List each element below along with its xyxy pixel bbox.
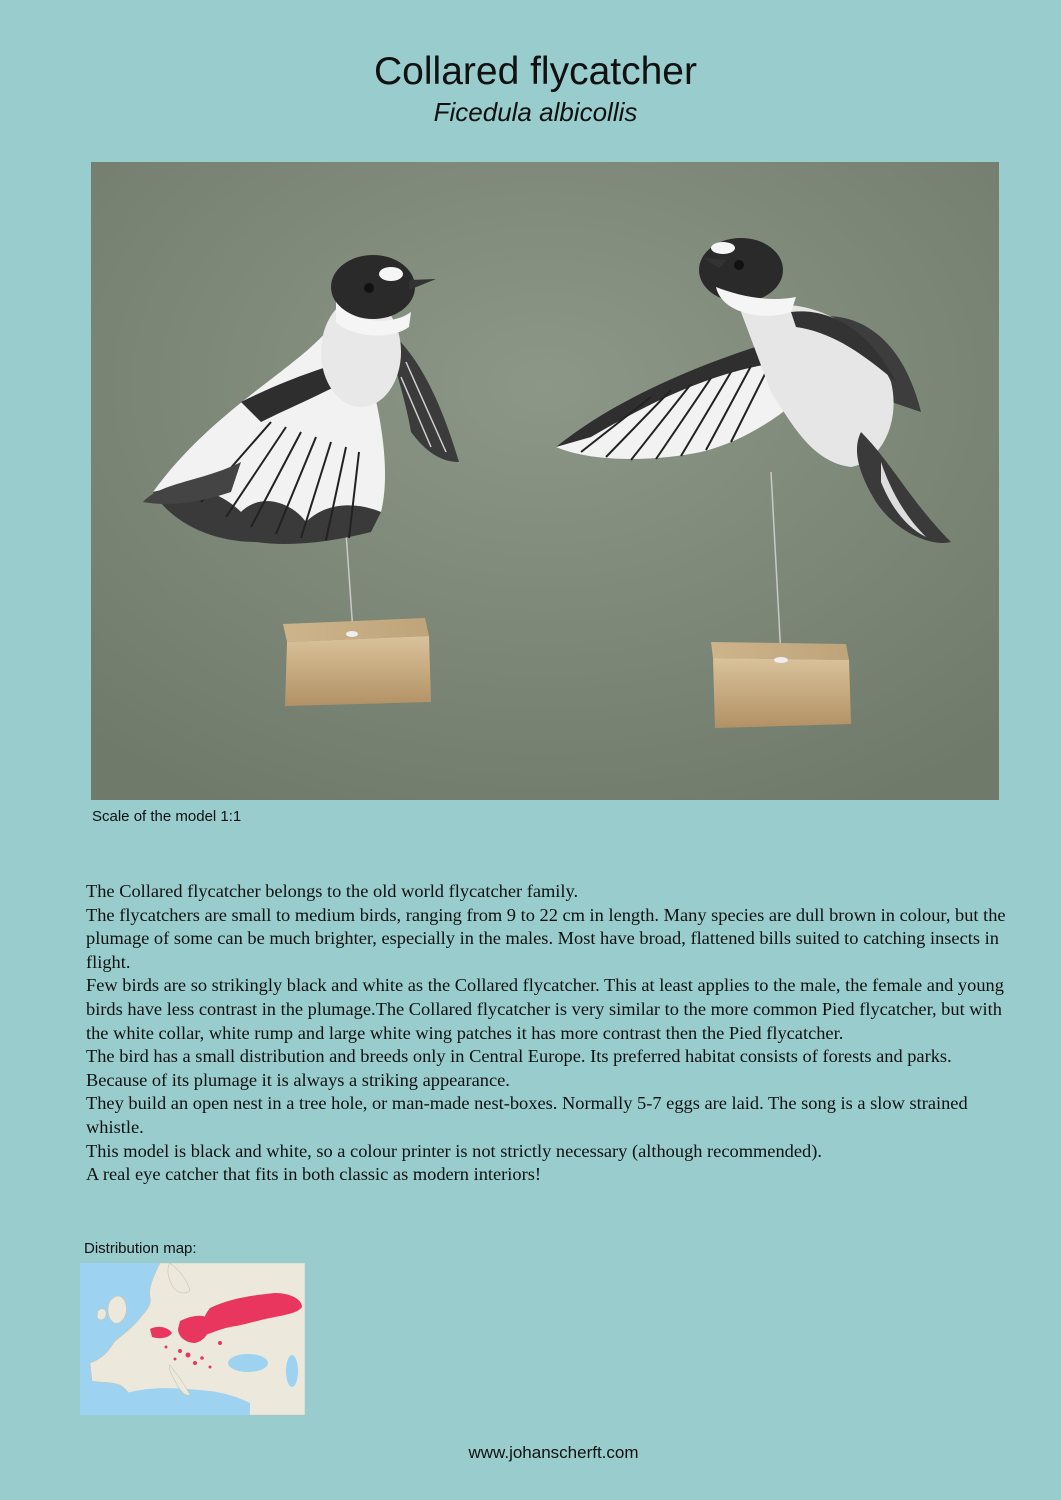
- description-paragraph-5: They build an open nest in a tree hole, or man-made nest-boxes. Normally 5-7 eggs are laid. The song is a slow strained whistle.: [86, 1093, 968, 1137]
- description-paragraph-1: The Collared flycatcher belongs to the old world flycatcher family.: [86, 881, 579, 901]
- description-paragraph-6: This model is black and white, so a colour printer is not strictly necessary (although recommended).: [86, 1140, 822, 1161]
- description: [86, 880, 1016, 1187]
- description-paragraph-4: The bird has a small distribution and breeds only in Central Europe. Its preferred habitat consists of forests and parks. Because of its plumage it is always a striking appearance.: [86, 1046, 952, 1090]
- description-paragraph-7: A real eye catcher that fits in both classic as modern interiors!: [86, 1164, 542, 1185]
- distribution-map: [80, 1263, 305, 1415]
- description-paragraph-3: Few birds are so strikingly black and white as the Collared flycatcher. This at least applies to the male, the female and young birds have less contrast in the plumage.The Collared flycatcher is very similar to the more common Pied flycatcher, but with the white collar, white rump and large white wing patches it has more contrast then the Pied flycatcher.: [86, 975, 1004, 1043]
- photo-caption: Scale of the model 1:1: [92, 808, 242, 825]
- page-title: Collared flycatcher: [374, 50, 697, 93]
- description-paragraph-2: The flycatchers are small to medium birds, ranging from 9 to 22 cm in length. Many species are dull brown in colour, but the plumage of some can be much brighter, especially in the males. Most have broad, flattened bills suited to catching insects in flight.: [86, 904, 1006, 972]
- distribution-map-label: Distribution map:: [84, 1240, 197, 1257]
- website-link[interactable]: www.johanscherft.com: [468, 1443, 639, 1462]
- scientific-name: Ficedula albicollis: [433, 97, 638, 127]
- model-photo: [91, 162, 999, 800]
